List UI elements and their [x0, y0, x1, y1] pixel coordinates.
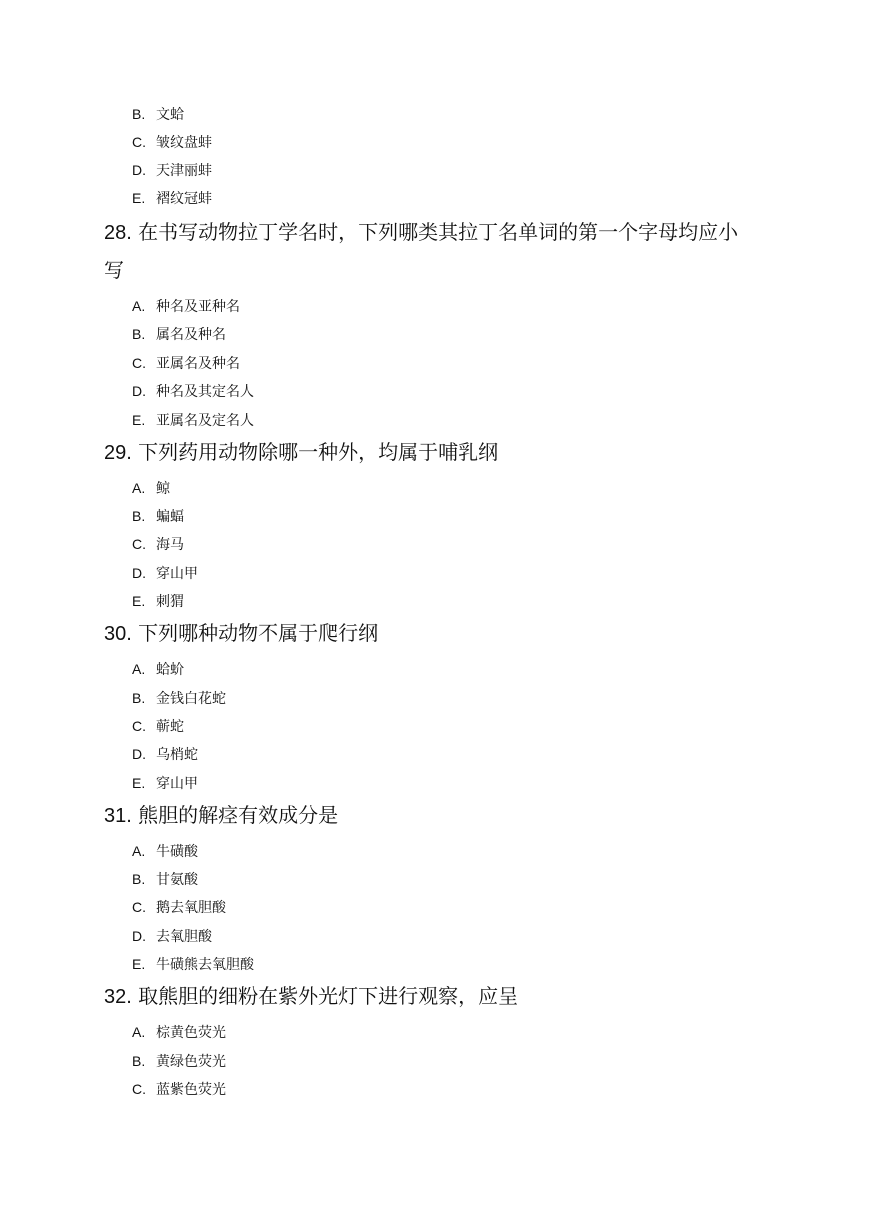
option-29-b: B. 蝙蝠: [132, 508, 184, 525]
option-prev-c: C. 皱纹盘蚌: [132, 134, 212, 151]
question-28-title: 28. 在书写动物拉丁学名时，下列哪类其拉丁名单词的第一个字母均应小: [104, 220, 739, 244]
option-prev-b: B. 文蛤: [132, 106, 184, 123]
option-31-d: D. 去氧胆酸: [132, 928, 212, 945]
option-28-d: D. 种名及其定名人: [132, 383, 254, 400]
option-28-c: C. 亚属名及种名: [132, 355, 240, 372]
question-32-title: 32. 取熊胆的细粉在紫外光灯下进行观察，应呈: [104, 984, 519, 1008]
option-30-a: A. 蛤蚧: [132, 661, 184, 678]
option-29-c: C. 海马: [132, 536, 184, 553]
option-29-e: E. 刺猬: [132, 593, 184, 610]
question-28-title-cont: 写: [104, 258, 124, 282]
option-28-e: E. 亚属名及定名人: [132, 412, 254, 429]
option-30-e: E. 穿山甲: [132, 775, 198, 792]
option-prev-e: E. 褶纹冠蚌: [132, 190, 212, 207]
option-prev-d: D. 天津丽蚌: [132, 162, 212, 179]
option-28-b: B. 属名及种名: [132, 326, 226, 343]
option-32-a: A. 棕黄色荧光: [132, 1024, 226, 1041]
option-30-c: C. 蕲蛇: [132, 718, 184, 735]
option-28-a: A. 种名及亚种名: [132, 298, 240, 315]
option-31-c: C. 鹅去氧胆酸: [132, 899, 226, 916]
option-31-b: B. 甘氨酸: [132, 871, 198, 888]
option-29-d: D. 穿山甲: [132, 565, 198, 582]
option-32-b: B. 黄绿色荧光: [132, 1053, 226, 1070]
option-31-e: E. 牛磺熊去氧胆酸: [132, 956, 254, 973]
option-31-a: A. 牛磺酸: [132, 843, 198, 860]
option-30-b: B. 金钱白花蛇: [132, 690, 226, 707]
option-29-a: A. 鲸: [132, 480, 170, 497]
option-30-d: D. 乌梢蛇: [132, 746, 198, 763]
question-31-title: 31. 熊胆的解痉有效成分是: [104, 803, 339, 827]
question-29-title: 29. 下列药用动物除哪一种外，均属于哺乳纲: [104, 440, 499, 464]
question-30-title: 30. 下列哪种动物不属于爬行纲: [104, 621, 379, 645]
option-32-c: C. 蓝紫色荧光: [132, 1081, 226, 1098]
